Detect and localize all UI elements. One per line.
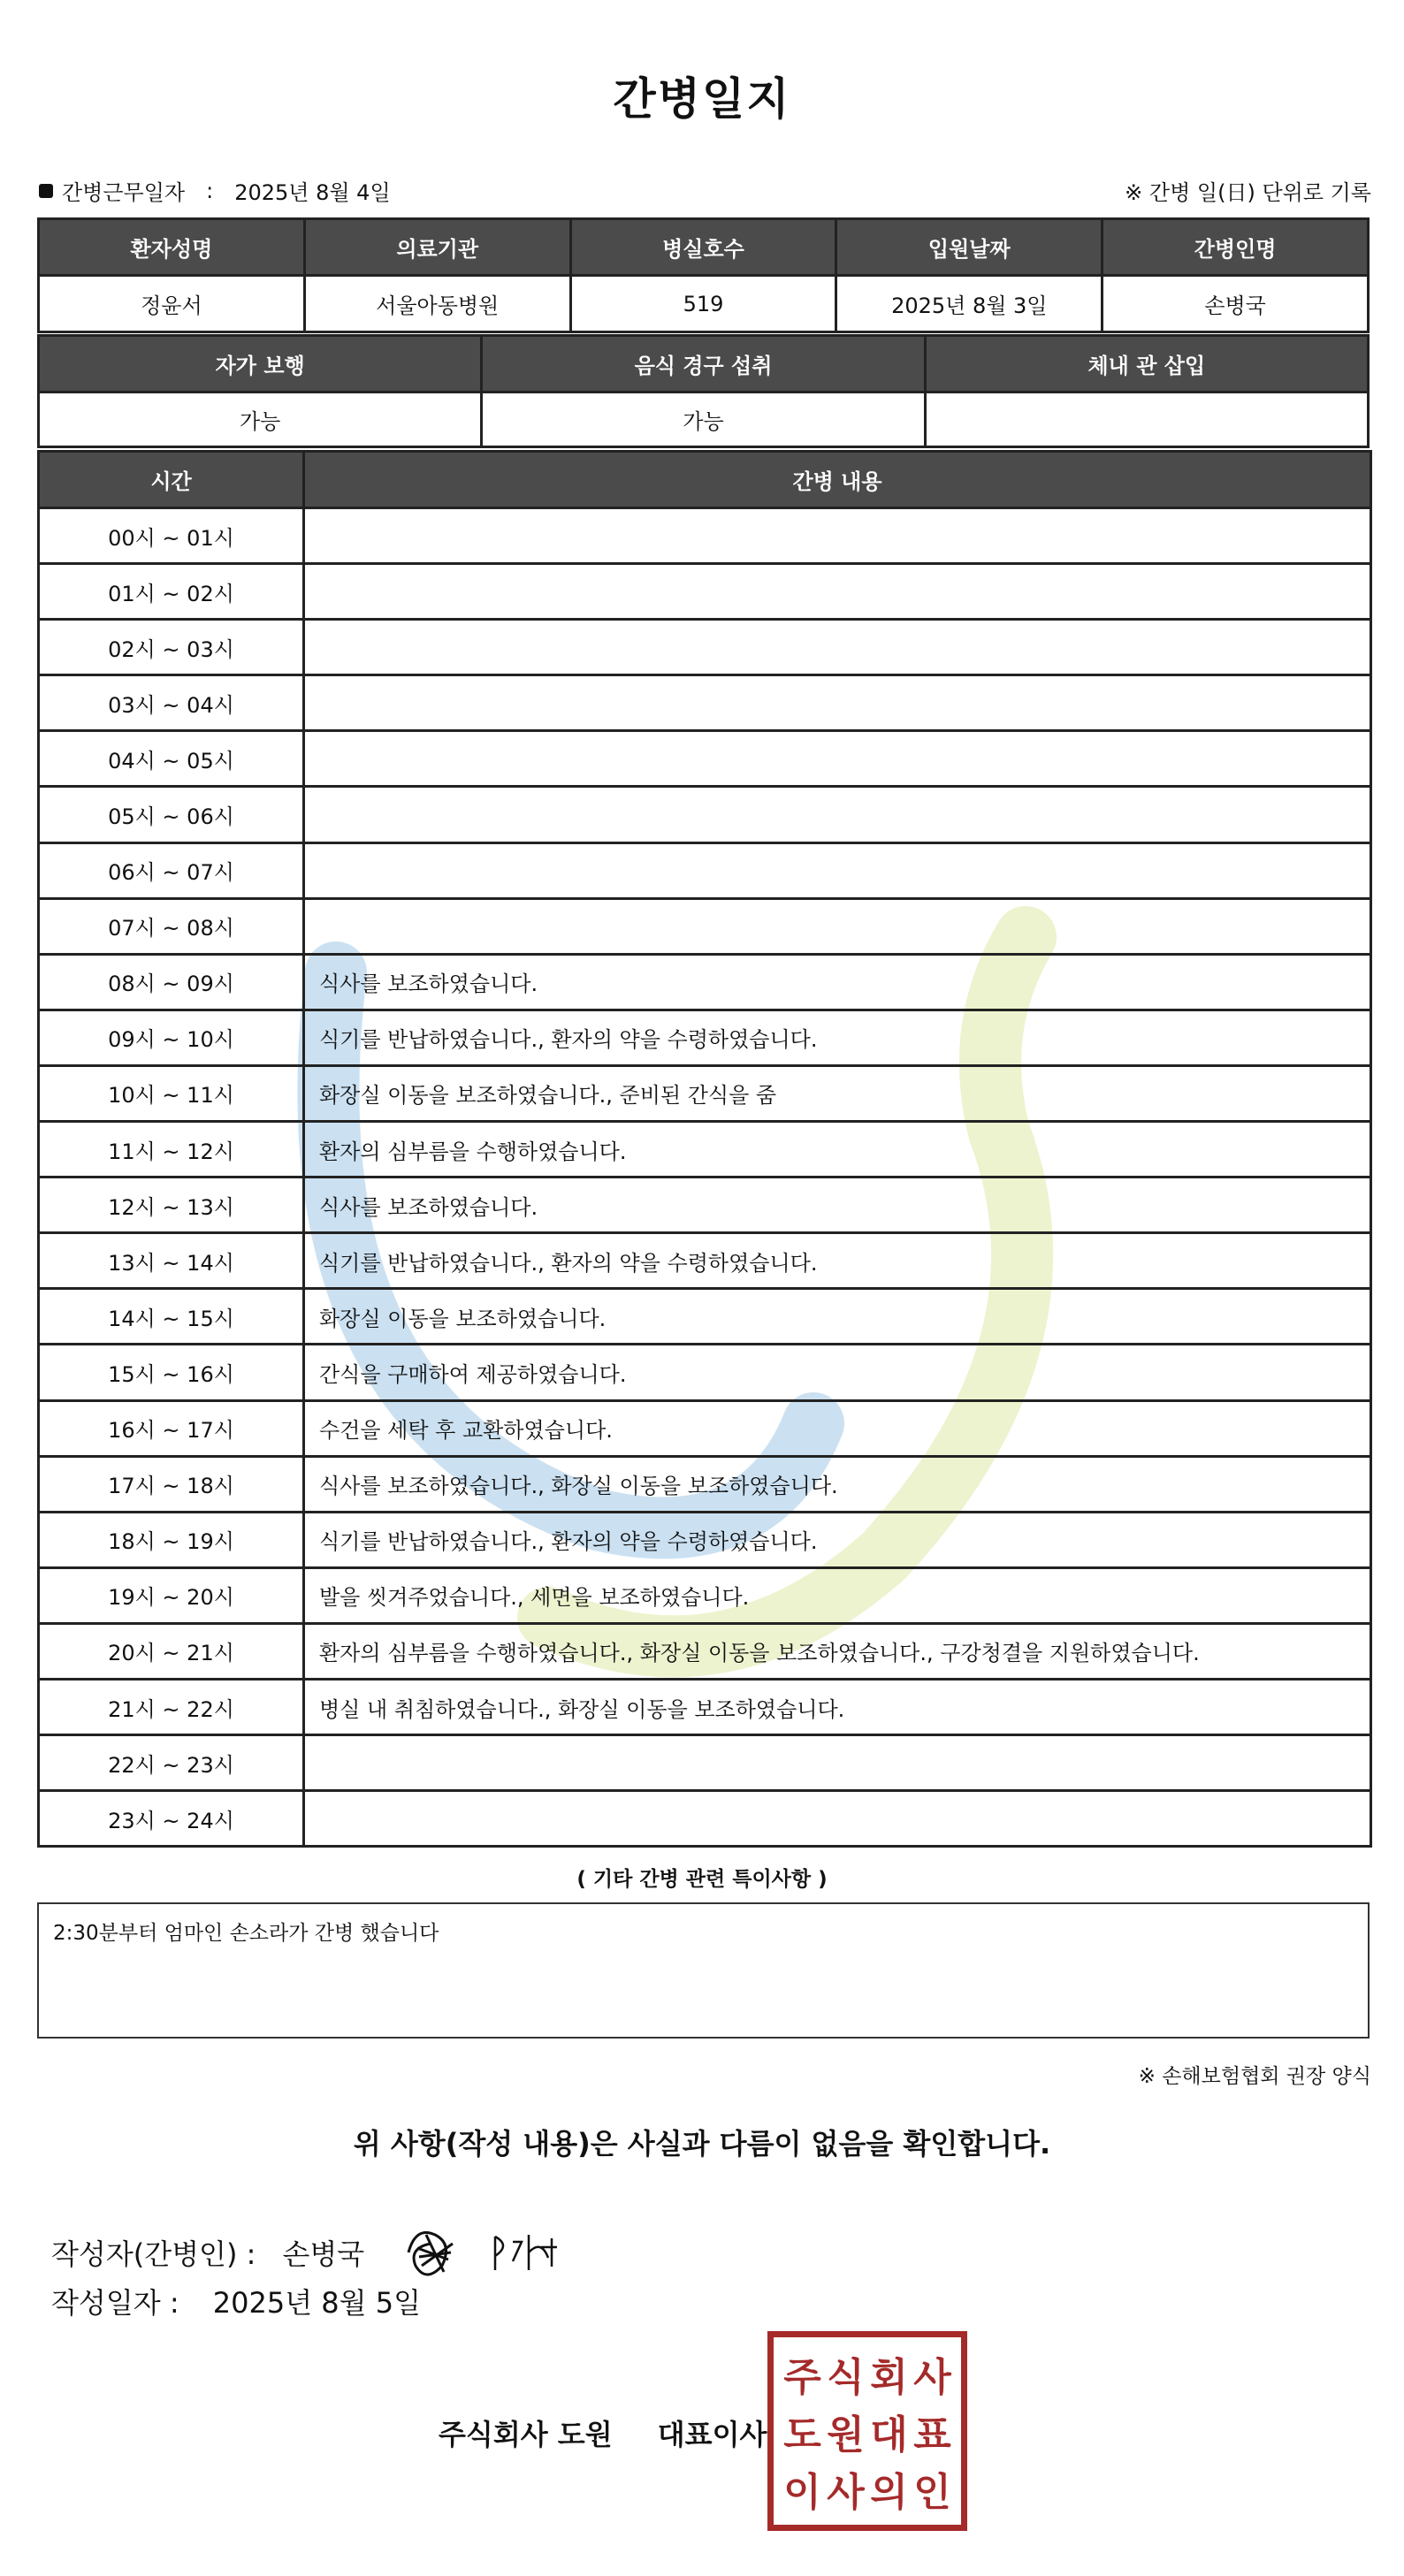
table-row	[39, 787, 1371, 842]
time-cell: 18시 ~ 19시	[39, 1512, 304, 1567]
time-cell: 03시 ~ 04시	[39, 675, 304, 731]
handwritten-signature	[400, 2217, 568, 2288]
walking-value: 가능	[39, 392, 482, 447]
time-cell: 01시 ~ 02시	[39, 564, 304, 620]
seal-glyph: 주	[783, 2354, 821, 2400]
header-oral-intake: 음식 경구 섭취	[482, 336, 925, 392]
seal-glyph: 인	[913, 2470, 951, 2516]
work-date-label: 간병근무일자	[62, 180, 186, 205]
time-cell: 07시 ~ 08시	[39, 898, 304, 954]
special-notes-box	[37, 1902, 1370, 2039]
table-row	[39, 954, 1371, 1010]
time-cell: 10시 ~ 11시	[39, 1065, 304, 1121]
care-content-cell	[304, 564, 1371, 620]
care-content-cell: 환자의 심부름을 수행하였습니다.	[304, 1122, 1371, 1177]
patient-name: 정윤서	[39, 276, 305, 332]
seal-glyph: 원	[827, 2412, 865, 2458]
care-content-cell	[304, 675, 1371, 731]
header-tube: 체내 관 삽입	[925, 336, 1368, 392]
time-cell: 11시 ~ 12시	[39, 1122, 304, 1177]
time-cell: 16시 ~ 17시	[39, 1400, 304, 1456]
record-unit-note: ※ 간병 일(日) 단위로 기록	[1125, 180, 1371, 205]
ceo-title: 대표이사	[657, 2418, 767, 2451]
caregiver-name: 손병국	[1103, 276, 1369, 332]
time-cell: 14시 ~ 15시	[39, 1289, 304, 1345]
time-cell: 19시 ~ 20시	[39, 1567, 304, 1623]
header-hospital: 의료기관	[304, 219, 570, 276]
table-row	[39, 1679, 1371, 1734]
seal-glyph: 표	[913, 2412, 951, 2458]
writer-line	[51, 2217, 568, 2288]
special-notes-title: ( 기타 간병 관련 특이사항 )	[576, 1868, 828, 1891]
table-row	[39, 564, 1371, 620]
time-cell: 06시 ~ 07시	[39, 842, 304, 898]
header-admission-date: 입원날짜	[836, 219, 1103, 276]
header-time: 시간	[39, 452, 304, 508]
table-row	[39, 1400, 1371, 1456]
oral-intake-value: 가능	[482, 392, 925, 447]
table-row	[39, 1065, 1371, 1121]
table-row	[39, 731, 1371, 787]
time-cell: 17시 ~ 18시	[39, 1456, 304, 1512]
company-name: 주식회사 도원	[439, 2418, 613, 2451]
care-content-cell: 식사를 보조하였습니다.	[304, 954, 1371, 1010]
table-row	[39, 1233, 1371, 1289]
time-cell: 21시 ~ 22시	[39, 1679, 304, 1734]
care-content-cell: 병실 내 취침하였습니다., 화장실 이동을 보조하였습니다.	[304, 1679, 1371, 1734]
seal-glyph: 회	[870, 2354, 908, 2400]
care-content-cell: 식사를 보조하였습니다.	[304, 1177, 1371, 1233]
square-bullet-icon	[39, 184, 53, 198]
seal-glyph: 사	[913, 2354, 951, 2400]
writer-name: 손병국	[282, 2237, 365, 2271]
seal-glyph: 식	[827, 2354, 865, 2400]
confirmation-statement: 위 사항(작성 내용)은 사실과 다름이 없음을 확인합니다.	[353, 2127, 1051, 2161]
tube-value	[925, 392, 1368, 447]
seal-glyph: 대	[870, 2412, 908, 2458]
table-row	[39, 508, 1371, 564]
care-content-cell: 간식을 구매하여 제공하였습니다.	[304, 1345, 1371, 1400]
care-content-cell: 식기를 반납하였습니다., 환자의 약을 수령하였습니다.	[304, 1512, 1371, 1567]
written-date-line	[51, 2281, 421, 2321]
table-row	[39, 1122, 1371, 1177]
care-content-cell: 식기를 반납하였습니다., 환자의 약을 수령하였습니다.	[304, 1010, 1371, 1065]
time-cell: 23시 ~ 24시	[39, 1791, 304, 1847]
company-line	[439, 2412, 767, 2453]
table-row	[39, 675, 1371, 731]
table-row	[39, 1289, 1371, 1345]
table-row	[39, 1623, 1371, 1679]
company-seal	[767, 2331, 967, 2531]
care-content-cell	[304, 898, 1371, 954]
time-cell: 02시 ~ 03시	[39, 620, 304, 675]
seal-glyph: 사	[827, 2470, 865, 2516]
header-caregiver: 간병인명	[1103, 219, 1369, 276]
table-row	[39, 842, 1371, 898]
care-content-cell	[304, 842, 1371, 898]
admission-date: 2025년 8월 3일	[836, 276, 1103, 332]
seal-glyph: 도	[783, 2412, 821, 2458]
time-cell: 13시 ~ 14시	[39, 1233, 304, 1289]
time-cell: 12시 ~ 13시	[39, 1177, 304, 1233]
time-cell: 04시 ~ 05시	[39, 731, 304, 787]
written-date-label: 작성일자 :	[51, 2286, 179, 2320]
care-content-cell	[304, 787, 1371, 842]
hospital-name: 서울아동병원	[304, 276, 570, 332]
table-row	[39, 1010, 1371, 1065]
care-content-cell: 식사를 보조하였습니다., 화장실 이동을 보조하였습니다.	[304, 1456, 1371, 1512]
work-date	[39, 175, 391, 206]
care-content-cell	[304, 508, 1371, 564]
time-cell: 15시 ~ 16시	[39, 1345, 304, 1400]
written-date-value: 2025년 8월 5일	[212, 2286, 422, 2320]
time-cell: 20시 ~ 21시	[39, 1623, 304, 1679]
time-cell: 09시 ~ 10시	[39, 1010, 304, 1065]
table-row	[39, 1735, 1371, 1791]
seal-glyph: 이	[783, 2470, 821, 2516]
time-cell: 05시 ~ 06시	[39, 787, 304, 842]
patient-info-table	[37, 217, 1370, 333]
room-number: 519	[570, 276, 836, 332]
care-content-cell: 식기를 반납하였습니다., 환자의 약을 수령하였습니다.	[304, 1233, 1371, 1289]
care-content-cell: 환자의 심부름을 수행하였습니다., 화장실 이동을 보조하였습니다., 구강청결을 지원하였습니다.	[304, 1623, 1371, 1679]
header-walking: 자가 보행	[39, 336, 482, 392]
special-notes-text: 2:30분부터 엄마인 손소라가 간병 했습니다	[53, 1922, 439, 1945]
care-content-cell	[304, 620, 1371, 675]
table-row	[39, 898, 1371, 954]
table-row	[39, 1791, 1371, 1847]
care-content-cell	[304, 1791, 1371, 1847]
table-row	[39, 1345, 1371, 1400]
ability-table	[37, 334, 1370, 448]
care-content-cell	[304, 731, 1371, 787]
work-date-colon: :	[206, 178, 214, 203]
table-row	[39, 1567, 1371, 1623]
seal-glyph: 의	[870, 2470, 908, 2516]
recommend-note: ※ 손해보험협회 권장 양식	[1138, 2065, 1371, 2088]
time-cell: 08시 ~ 09시	[39, 954, 304, 1010]
care-content-cell: 수건을 세탁 후 교환하였습니다.	[304, 1400, 1371, 1456]
care-content-cell: 발을 씻겨주었습니다., 세면을 보조하였습니다.	[304, 1567, 1371, 1623]
care-content-cell: 화장실 이동을 보조하였습니다., 준비된 간식을 줌	[304, 1065, 1371, 1121]
table-row	[39, 1177, 1371, 1233]
care-log-table	[37, 450, 1372, 1848]
care-content-cell: 화장실 이동을 보조하였습니다.	[304, 1289, 1371, 1345]
time-cell: 22시 ~ 23시	[39, 1735, 304, 1791]
work-date-value: 2025년 8월 4일	[234, 180, 391, 205]
header-room: 병실호수	[570, 219, 836, 276]
header-patient-name: 환자성명	[39, 219, 305, 276]
header-care-content: 간병 내용	[304, 452, 1371, 508]
writer-label: 작성자(간병인) :	[51, 2237, 256, 2271]
table-row	[39, 1456, 1371, 1512]
page-title: 간병일지	[613, 73, 791, 125]
table-row	[39, 620, 1371, 675]
care-content-cell	[304, 1735, 1371, 1791]
table-row	[39, 1512, 1371, 1567]
time-cell: 00시 ~ 01시	[39, 508, 304, 564]
